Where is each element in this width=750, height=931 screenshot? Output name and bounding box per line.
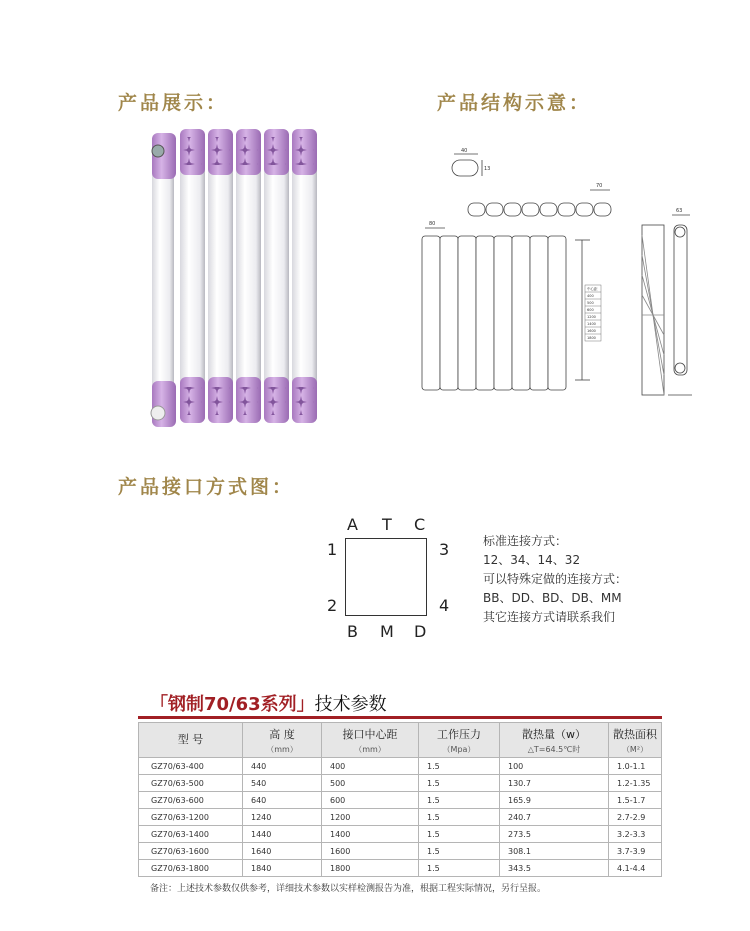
- dim-63-label: 63: [676, 208, 683, 214]
- table-row: GZ70/63-1600 1640 1600 1.5 308.1 3.7-3.9: [139, 843, 662, 860]
- table-heading: [150, 690, 387, 716]
- note-line: 可以特殊定做的连接方式：: [483, 572, 628, 586]
- dim-80-label: 80: [429, 221, 436, 227]
- conn-label-d: D: [414, 622, 427, 641]
- table-row: GZ70/63-1800 1840 1800 1.5 343.5 4.1-4.4: [139, 860, 662, 877]
- conn-label-3: 3: [439, 540, 450, 559]
- note-line: 标准连接方式：: [483, 534, 568, 548]
- connection-notes: [483, 532, 627, 627]
- product-structure-title: 产品结构示意：: [437, 92, 592, 114]
- conn-label-2: 2: [327, 596, 338, 615]
- product-display-title: 产品展示：: [118, 92, 229, 114]
- side-view: [642, 215, 692, 395]
- conn-label-t: T: [382, 515, 392, 534]
- height-table-cell: 1800: [587, 336, 596, 340]
- radiator-product-image: [140, 125, 340, 440]
- note-line: 其它连接方式请联系我们: [483, 610, 616, 624]
- radiator-columns: [151, 129, 317, 427]
- table-header-row: [139, 723, 662, 758]
- note-line: 12、34、14、32: [483, 553, 581, 567]
- conn-label-4: 4: [439, 596, 450, 615]
- conn-label-b: B: [347, 622, 358, 641]
- dim-13-label: 13: [484, 166, 491, 172]
- conn-label-c: C: [414, 515, 426, 534]
- heading-rule: [138, 716, 662, 719]
- conn-label-a: A: [347, 515, 358, 534]
- col-header: 高 度 （mm）: [243, 723, 322, 758]
- col-header: 散热量（w） △T=64.5℃时: [500, 723, 609, 758]
- heading-series: 钢制70/63系列: [168, 694, 297, 715]
- heading-bracket-close: 」: [296, 694, 315, 715]
- table-row: GZ70/63-500 540 500 1.5 130.7 1.2-1.35: [139, 775, 662, 792]
- spec-table: [138, 722, 662, 877]
- col-header: 散热面积 （M²）: [609, 723, 662, 758]
- height-table-cell: 1600: [587, 329, 596, 333]
- conn-label-1: 1: [327, 540, 338, 559]
- height-table-cell: 500: [587, 301, 594, 305]
- front-elevation: [422, 228, 590, 390]
- table-row: GZ70/63-400 440 400 1.5 100 1.0-1.1: [139, 758, 662, 775]
- table-row: GZ70/63-600 640 600 1.5 165.9 1.5-1.7: [139, 792, 662, 809]
- height-table-cell: 600: [587, 308, 594, 312]
- connection-diagram-box: [345, 538, 427, 616]
- height-table-cell: 400: [587, 294, 594, 298]
- structure-diagram: [410, 140, 710, 410]
- connection-diagram-title: 产品接口方式图：: [118, 476, 295, 498]
- height-table-cell: 1400: [587, 322, 596, 326]
- conn-label-m: M: [380, 622, 394, 641]
- dim-70-label: 70: [596, 183, 603, 189]
- table-body: [139, 758, 662, 877]
- col-header: 接口中心距 （mm）: [322, 723, 419, 758]
- height-table-head: 中心距: [587, 287, 598, 291]
- top-plan-row: [468, 190, 611, 216]
- col-header: 工作压力 （Mpa）: [419, 723, 500, 758]
- col-header: 型 号: [139, 723, 243, 758]
- table-row: GZ70/63-1400 1440 1400 1.5 273.5 3.2-3.3: [139, 826, 662, 843]
- table-footnote: 备注：上述技术参数仅供参考，详细技术参数以实样检测报告为准，根据工程实际情况，另行呈报。: [150, 884, 547, 894]
- heading-bracket-open: 「: [150, 694, 168, 715]
- table-row: GZ70/63-1200 1240 1200 1.5 240.7 2.7-2.9: [139, 809, 662, 826]
- dim-40-label: 40: [461, 148, 468, 154]
- height-table-cell: 1200: [587, 315, 596, 319]
- note-line: BB、DD、BD、DB、MM: [483, 591, 622, 605]
- tube-section-detail: [452, 154, 482, 176]
- heading-suffix: 技术参数: [314, 694, 387, 715]
